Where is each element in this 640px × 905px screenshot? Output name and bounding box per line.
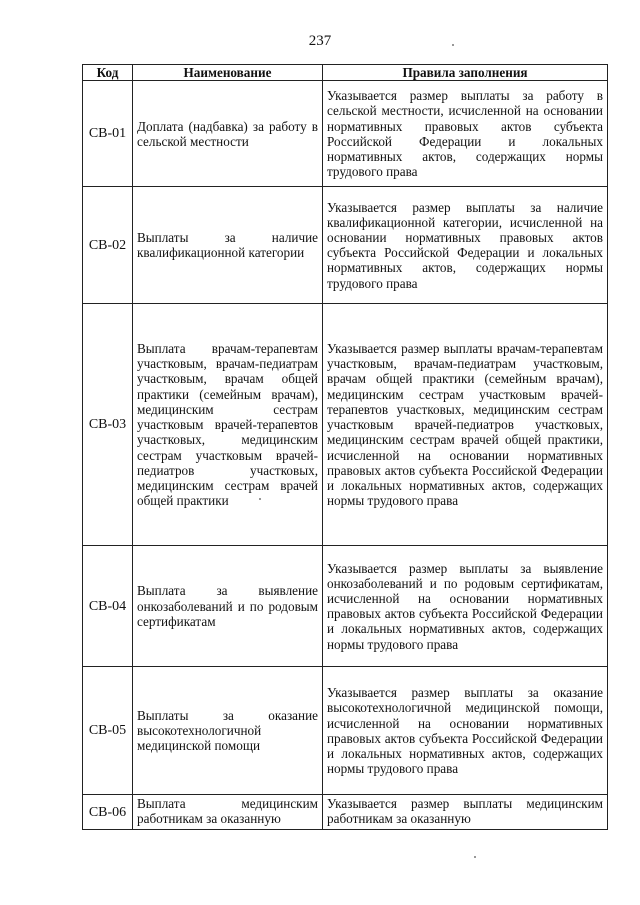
row-code: СВ-03 (83, 304, 133, 546)
rules-table (82, 64, 608, 830)
row-rule: Указывается размер выплаты медицинским работникам за оказанную (323, 795, 608, 830)
row-name: Выплата медицинским работникам за оказанную (133, 795, 323, 830)
row-code: СВ-05 (83, 667, 133, 795)
row-code: СВ-02 (83, 187, 133, 304)
row-rule: Указывается размер выплаты за работу в сельской местности, исчисленной на основании нормативных правовых актов субъекта Российской Федерации и локальных нормативных актов, содержащих нормы трудового права (323, 81, 608, 187)
row-code: СВ-06 (83, 795, 133, 830)
scan-speck (474, 856, 476, 858)
row-name: Выплата за выявление онкозаболеваний и по родовым сертификатам (133, 546, 323, 667)
row-name: Выплата врачам-терапевтам участковым, врачам-педиатрам участковым, врачам общей практики (семейным врачам), медицинским сестрам участковым врачей-терапевтов участковых, медицинским сестрам участковым врачей-педиатров участковых, медицинским сестрам врачей общей практики (133, 304, 323, 546)
row-code: СВ-04 (83, 546, 133, 667)
page-number: 237 (308, 33, 332, 49)
table-row (83, 81, 608, 187)
table-row (83, 667, 608, 795)
header-name: Наименование (133, 65, 323, 81)
row-rule: Указывается размер выплаты за наличие квалификационной категории, исчисленной на основании нормативных правовых актов субъекта Российской Федерации и локальных нормативных актов, содержащих нормы трудового права (323, 187, 608, 304)
scan-speck (452, 44, 454, 46)
header-rules: Правила заполнения (323, 65, 608, 81)
table-row (83, 795, 608, 830)
table-row (83, 546, 608, 667)
scan-speck (259, 498, 261, 500)
row-rule: Указывается размер выплаты за оказание высокотехнологичной медицинской помощи, исчисленной на основании нормативных правовых актов субъекта Российской Федерации и локальных нормативных актов, содержащих нормы трудового права (323, 667, 608, 795)
table-row (83, 187, 608, 304)
row-code: СВ-01 (83, 81, 133, 187)
row-rule: Указывается размер выплаты врачам-терапевтам участковым, врачам-педиатрам участковым, врачам общей практики (семейным врачам), медицинским сестрам участковым врачей-терапевтов участковых, медицинским сестрам участковым врачей-педиатров участковых, медицинским сестрам врачей общей практики, исчисленной на основании нормативных правовых актов субъекта Российской Федерации и локальных нормативных актов, содержащих нормы трудового права (323, 304, 608, 546)
table-row (83, 304, 608, 546)
table-header-row (83, 65, 608, 81)
row-name: Доплата (надбавка) за работу в сельской местности (133, 81, 323, 187)
header-code: Код (83, 65, 133, 81)
row-name: Выплаты за наличие квалификационной категории (133, 187, 323, 304)
row-name: Выплаты за оказание высокотехнологичной медицинской помощи (133, 667, 323, 795)
row-rule: Указывается размер выплаты за выявление онкозаболеваний и по родовым сертификатам, исчисленной на основании нормативных правовых актов субъекта Российской Федерации и локальных нормативных актов, содержащих нормы трудового права (323, 546, 608, 667)
